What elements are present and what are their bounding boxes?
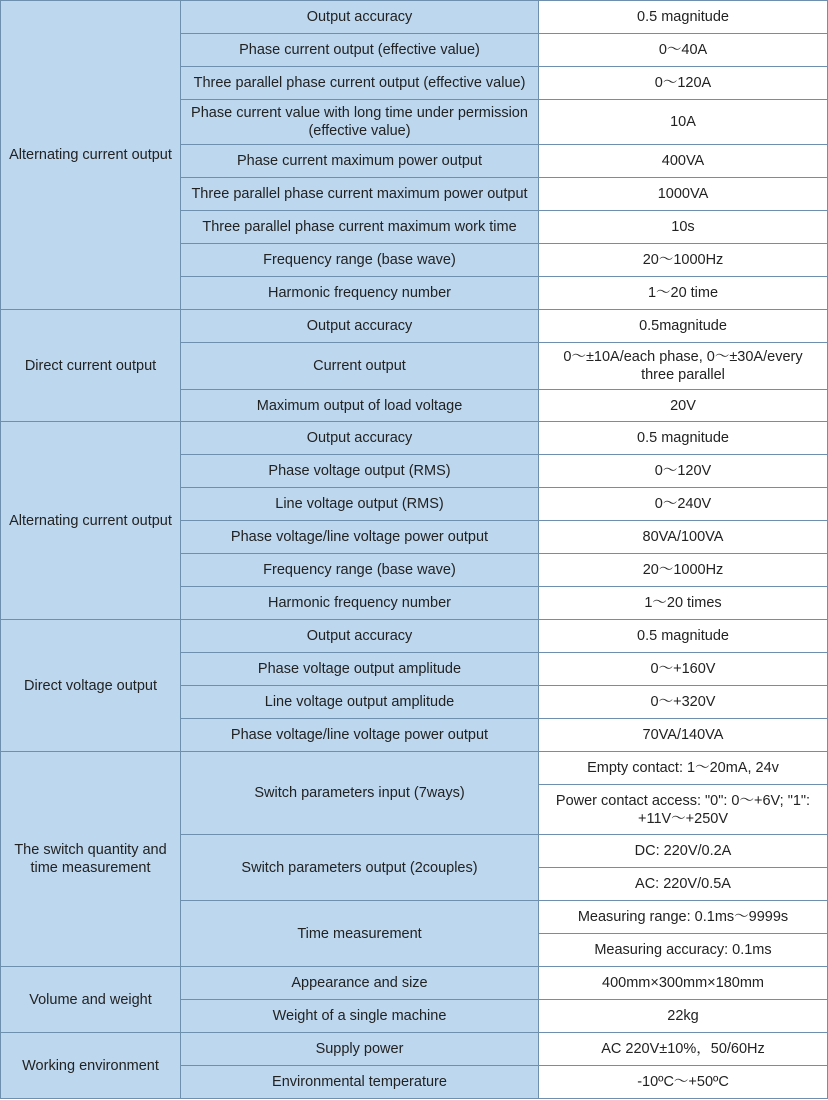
value-cell: Measuring range: 0.1ms～9999s <box>539 901 828 934</box>
value-cell: 0～+320V <box>539 686 828 719</box>
parameter-cell: Supply power <box>181 1033 539 1066</box>
parameter-cell: Phase current output (effective value) <box>181 34 539 67</box>
category-cell: Working environment <box>1 1033 181 1099</box>
parameter-cell: Output accuracy <box>181 1 539 34</box>
parameter-cell: Environmental temperature <box>181 1066 539 1099</box>
value-cell: Power contact access: "0": 0～+6V; "1": +11V～+250V <box>539 785 828 835</box>
value-cell: 0～120V <box>539 455 828 488</box>
value-cell: 0～120A <box>539 67 828 100</box>
value-cell: Empty contact: 1～20mA, 24v <box>539 752 828 785</box>
category-cell: Direct current output <box>1 310 181 422</box>
table-row <box>1 967 828 1000</box>
parameter-cell: Frequency range (base wave) <box>181 554 539 587</box>
value-cell: DC: 220V/0.2A <box>539 835 828 868</box>
value-cell: 400VA <box>539 145 828 178</box>
table-row <box>1 422 828 455</box>
category-cell: The switch quantity and time measurement <box>1 752 181 967</box>
spec-table-body <box>1 1 828 1099</box>
value-cell: 0～240V <box>539 488 828 521</box>
parameter-cell: Output accuracy <box>181 620 539 653</box>
parameter-cell: Line voltage output amplitude <box>181 686 539 719</box>
parameter-cell: Appearance and size <box>181 967 539 1000</box>
value-cell: 20V <box>539 390 828 422</box>
parameter-cell: Line voltage output (RMS) <box>181 488 539 521</box>
parameter-cell: Maximum output of load voltage <box>181 390 539 422</box>
category-cell: Alternating current output <box>1 422 181 620</box>
value-cell: 0～+160V <box>539 653 828 686</box>
parameter-cell: Three parallel phase current maximum power output <box>181 178 539 211</box>
value-cell: 80VA/100VA <box>539 521 828 554</box>
value-cell: AC: 220V/0.5A <box>539 868 828 901</box>
parameter-cell: Weight of a single machine <box>181 1000 539 1033</box>
value-cell: 10A <box>539 100 828 145</box>
parameter-cell: Harmonic frequency number <box>181 277 539 310</box>
value-cell: AC 220V±10%，50/60Hz <box>539 1033 828 1066</box>
table-row <box>1 310 828 343</box>
category-cell: Alternating current output <box>1 1 181 310</box>
parameter-cell: Switch parameters output (2couples) <box>181 835 539 901</box>
parameter-cell: Three parallel phase current maximum work time <box>181 211 539 244</box>
category-cell: Volume and weight <box>1 967 181 1033</box>
parameter-cell: Phase voltage output (RMS) <box>181 455 539 488</box>
parameter-cell: Harmonic frequency number <box>181 587 539 620</box>
table-row <box>1 620 828 653</box>
parameter-cell: Phase current maximum power output <box>181 145 539 178</box>
parameter-cell: Phase current value with long time under permission (effective value) <box>181 100 539 145</box>
value-cell: 0.5magnitude <box>539 310 828 343</box>
value-cell: 1～20 time <box>539 277 828 310</box>
parameter-cell: Output accuracy <box>181 310 539 343</box>
table-row <box>1 752 828 785</box>
value-cell: 0.5 magnitude <box>539 422 828 455</box>
value-cell: 1～20 times <box>539 587 828 620</box>
parameter-cell: Switch parameters input (7ways) <box>181 752 539 835</box>
parameter-cell: Time measurement <box>181 901 539 967</box>
category-cell: Direct voltage output <box>1 620 181 752</box>
value-cell: -10ºC～+50ºC <box>539 1066 828 1099</box>
parameter-cell: Phase voltage output amplitude <box>181 653 539 686</box>
value-cell: 20～1000Hz <box>539 244 828 277</box>
parameter-cell: Three parallel phase current output (effective value) <box>181 67 539 100</box>
value-cell: 0～±10A/each phase, 0～±30A/every three parallel <box>539 343 828 390</box>
value-cell: 0～40A <box>539 34 828 67</box>
value-cell: 0.5 magnitude <box>539 620 828 653</box>
value-cell: 22kg <box>539 1000 828 1033</box>
parameter-cell: Current output <box>181 343 539 390</box>
value-cell: 1000VA <box>539 178 828 211</box>
value-cell: 400mm×300mm×180mm <box>539 967 828 1000</box>
value-cell: Measuring accuracy: 0.1ms <box>539 934 828 967</box>
parameter-cell: Output accuracy <box>181 422 539 455</box>
value-cell: 70VA/140VA <box>539 719 828 752</box>
table-row <box>1 1033 828 1066</box>
value-cell: 10s <box>539 211 828 244</box>
value-cell: 20～1000Hz <box>539 554 828 587</box>
parameter-cell: Phase voltage/line voltage power output <box>181 719 539 752</box>
parameter-cell: Frequency range (base wave) <box>181 244 539 277</box>
parameter-cell: Phase voltage/line voltage power output <box>181 521 539 554</box>
value-cell: 0.5 magnitude <box>539 1 828 34</box>
table-row <box>1 1 828 34</box>
